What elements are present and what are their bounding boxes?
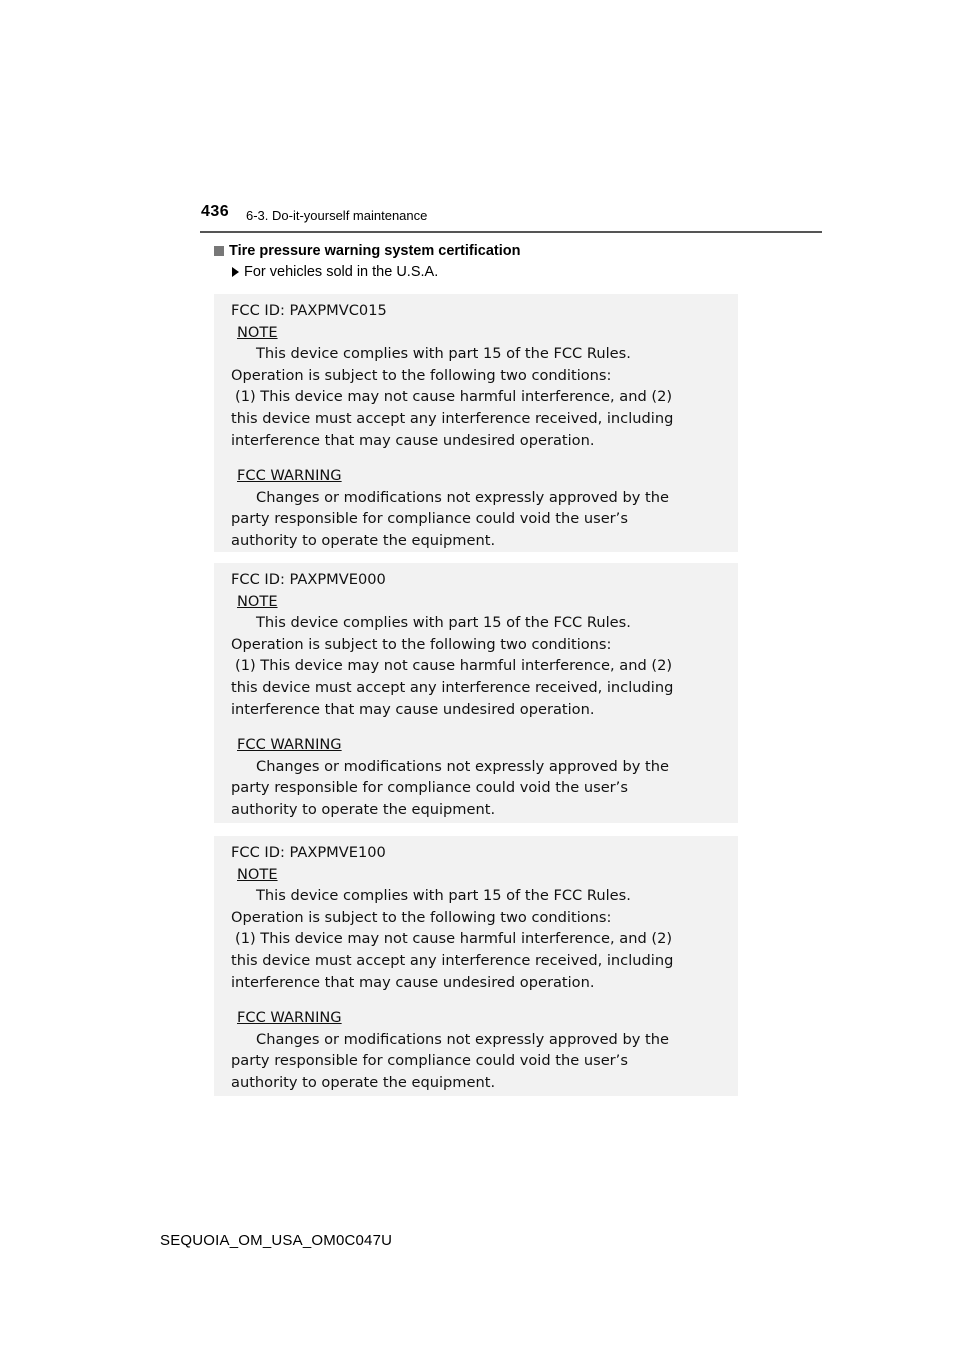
warning-line: authority to operate the equipment. [231,1073,496,1091]
square-bullet-icon [214,246,224,256]
warning-line: party responsible for compliance could void the user’s [231,510,628,528]
warning-line: authority to operate the equipment. [231,800,496,818]
subheading [214,243,520,259]
note-line: This device complies with part 15 of the FCC Rules. [256,614,631,632]
note-line: Operation is subject to the following two conditions: [231,635,612,653]
warning-line: Changes or modifications not expressly approved by the [256,757,669,775]
arrow-bullet-icon [232,267,239,277]
note-line: this device must accept any interference received, including [231,678,674,696]
note-label: NOTE [237,592,278,610]
note-line: (1) This device may not cause harmful interference, and (2) [235,388,673,406]
page-number: 436 [201,203,230,220]
note-line: Operation is subject to the following two conditions: [231,908,612,926]
note-label: NOTE [237,865,278,883]
footer-doc-code: SEQUOIA_OM_USA_OM0C047U [160,1232,393,1249]
fcc-id: FCC ID: PAXPMVE000 [231,571,386,588]
note-line: interference that may cause undesired operation. [231,700,595,718]
warning-line: authority to operate the equipment. [231,531,496,549]
note-line: interference that may cause undesired operation. [231,973,595,991]
note-label: NOTE [237,323,278,341]
fcc-label-box [214,836,738,1096]
fcc-label-box [214,294,738,552]
note-line: Operation is subject to the following two conditions: [231,366,612,384]
warning-label: FCC WARNING [237,1009,342,1027]
note-line: this device must accept any interference received, including [231,951,674,969]
note-line: This device complies with part 15 of the FCC Rules. [256,345,631,363]
bullet-text: For vehicles sold in the U.S.A. [244,264,439,280]
note-line: interference that may cause undesired operation. [231,431,595,449]
warning-line: Changes or modifications not expressly approved by the [256,1030,669,1048]
fcc-id: FCC ID: PAXPMVE100 [231,844,386,861]
section-title: 6-3. Do-it-yourself maintenance [246,208,428,223]
warning-line: Changes or modifications not expressly approved by the [256,488,669,506]
note-line: this device must accept any interference received, including [231,409,674,427]
warning-line: party responsible for compliance could void the user’s [231,1052,628,1070]
note-line: This device complies with part 15 of the FCC Rules. [256,887,631,905]
warning-line: party responsible for compliance could void the user’s [231,779,628,797]
subheading-text: Tire pressure warning system certification [229,243,521,259]
warning-label: FCC WARNING [237,467,342,485]
warning-label: FCC WARNING [237,736,342,754]
bullet-item [232,264,438,280]
note-line: (1) This device may not cause harmful interference, and (2) [235,657,673,675]
fcc-label-box [214,563,738,823]
note-line: (1) This device may not cause harmful interference, and (2) [235,930,673,948]
header-rule [200,231,822,233]
fcc-id: FCC ID: PAXPMVC015 [231,302,387,319]
